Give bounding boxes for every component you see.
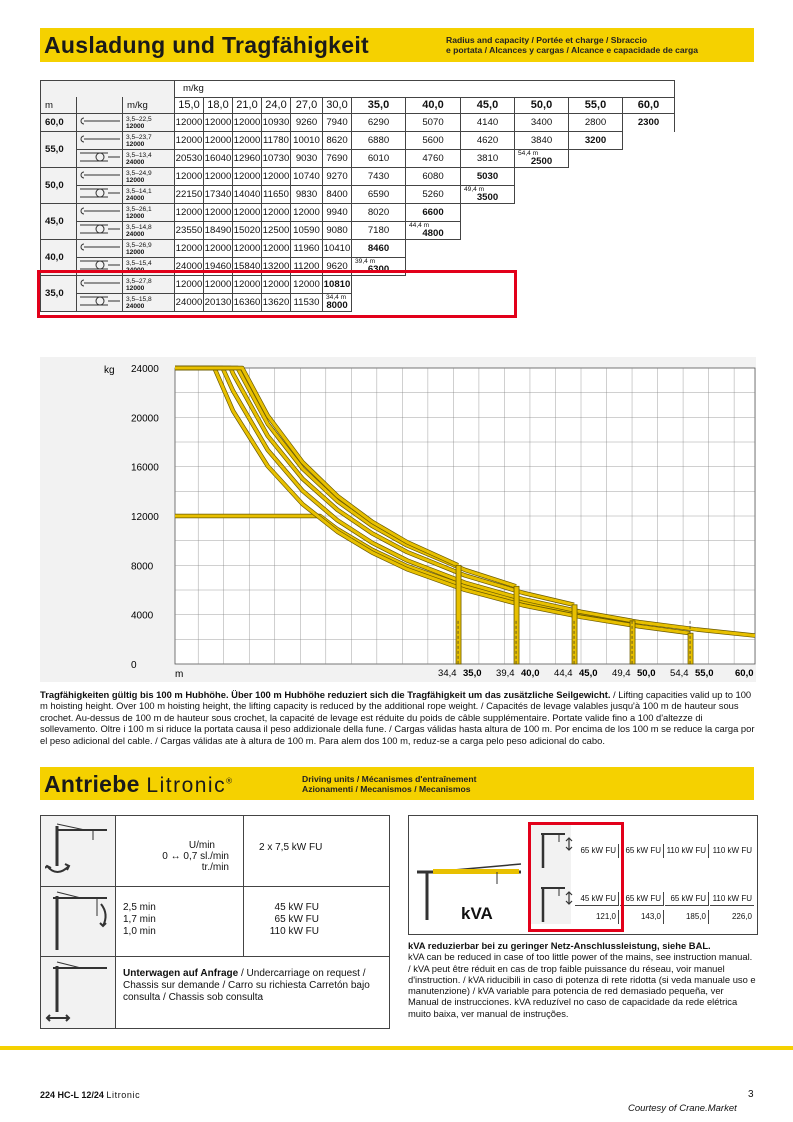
highlight-kva-icons bbox=[528, 822, 624, 932]
x-tick-label: 54,4 bbox=[670, 668, 689, 679]
range-cell bbox=[123, 240, 175, 258]
header-rope-blank bbox=[77, 97, 123, 114]
range-max: 12000 bbox=[126, 140, 145, 148]
x-tick-label: 34,4 bbox=[438, 668, 457, 679]
capacity-cell: 12000 bbox=[204, 168, 233, 186]
single-rope-icon bbox=[77, 204, 123, 222]
radius-header: 18,0 bbox=[204, 97, 233, 114]
jib-length: 50,0 bbox=[41, 168, 77, 204]
capacity-cell: 12000 bbox=[204, 132, 233, 150]
capacity-cell: 9080 bbox=[323, 222, 352, 240]
range-max: 12000 bbox=[126, 176, 145, 184]
capacity-cell: 6600 bbox=[406, 204, 461, 222]
capacity-cell: 3400 bbox=[515, 114, 569, 132]
capacity-cell: 5260 bbox=[406, 186, 461, 204]
capacity-cell: 16360 bbox=[233, 294, 262, 312]
capacity-cell: 7690 bbox=[323, 150, 352, 168]
range-cell bbox=[123, 132, 175, 150]
drive-title bbox=[44, 771, 232, 798]
capacity-row bbox=[41, 240, 675, 258]
x-tick-label: 44,4 bbox=[554, 668, 573, 679]
header-unit-m: m bbox=[41, 97, 77, 114]
capacity-cell: 4620 bbox=[461, 132, 515, 150]
capacity-cell: 12500 bbox=[262, 222, 291, 240]
capacity-cell: 12000 bbox=[291, 276, 323, 294]
kva-cell: 65 kW FU bbox=[575, 844, 619, 858]
end-radius-note: 34,4 m bbox=[326, 294, 347, 301]
end-radius-note: 49,4 m bbox=[464, 186, 485, 193]
x-tick-label: 50,0 bbox=[637, 668, 656, 679]
x-tick-label: 35,0 bbox=[463, 668, 482, 679]
capacity-cell: 14040 bbox=[233, 186, 262, 204]
subtitle-line-2: e portata / Alcances y cargas / Alcance e capacidade de carga bbox=[446, 45, 699, 55]
end-radius-note: 54,4 m bbox=[518, 150, 539, 157]
header-radius-row bbox=[41, 97, 675, 114]
radius-header: 45,0 bbox=[461, 97, 515, 114]
slew-unit-4: tr./min bbox=[201, 862, 229, 873]
capacity-cell: 11780 bbox=[262, 132, 291, 150]
capacity-cell: 12000 bbox=[175, 114, 204, 132]
capacity-cell: 2300 bbox=[623, 114, 675, 132]
footer-model bbox=[40, 1090, 140, 1100]
jib-length: 45,0 bbox=[41, 204, 77, 240]
capacity-cell: 11960 bbox=[291, 240, 323, 258]
footer-model-text: 224 HC-L 12/24 bbox=[40, 1090, 104, 1100]
range-max: 12000 bbox=[126, 212, 145, 220]
capacity-cell: 2800 bbox=[569, 114, 623, 132]
range-text: 3,5–15,8 bbox=[126, 295, 152, 303]
capacity-cell: 12000 bbox=[204, 114, 233, 132]
capacity-cell: 8460 bbox=[352, 240, 406, 258]
end-capacity: 3500 bbox=[476, 192, 499, 203]
hoist-time-1: 2,5 min bbox=[123, 902, 156, 913]
capacity-cell: 9260 bbox=[291, 114, 323, 132]
capacity-cell: 12000 bbox=[262, 240, 291, 258]
range-cell bbox=[123, 186, 175, 204]
highlight-jib-40 bbox=[37, 270, 517, 318]
range-text: 3,5–26,1 bbox=[126, 205, 152, 213]
capacity-cell: 7940 bbox=[323, 114, 352, 132]
capacity-row bbox=[41, 114, 675, 132]
x-tick-label: 55,0 bbox=[695, 668, 714, 679]
drive-sub-2: Azionamenti / Mecanismos / Mecanismos bbox=[302, 784, 471, 794]
range-cell bbox=[123, 150, 175, 168]
y-tick-label: 4000 bbox=[131, 610, 154, 622]
radius-header: 30,0 bbox=[323, 97, 352, 114]
range-cell bbox=[123, 204, 175, 222]
capacity-cell: 12960 bbox=[233, 150, 262, 168]
capacity-cell: 8620 bbox=[323, 132, 352, 150]
y-tick-label: 8000 bbox=[131, 561, 154, 573]
capacity-cell: 12000 bbox=[204, 240, 233, 258]
footer-brand: Litronic bbox=[106, 1090, 141, 1100]
capacity-cell: 10730 bbox=[262, 150, 291, 168]
capacity-cell: 3810 bbox=[461, 150, 515, 168]
double-rope-icon bbox=[77, 150, 123, 168]
capacity-cell: 15020 bbox=[233, 222, 262, 240]
range-text: 3,5–15,4 bbox=[126, 259, 152, 267]
end-drop-bar bbox=[514, 586, 519, 664]
capacity-cell: 7180 bbox=[352, 222, 406, 240]
hoist-power bbox=[259, 902, 319, 938]
end-radius-note: 39,4 m bbox=[355, 258, 376, 265]
range-cell bbox=[123, 222, 175, 240]
radius-header: 50,0 bbox=[515, 97, 569, 114]
hoist-time-3: 1,0 min bbox=[123, 926, 156, 937]
kva-note-bold: kVA reduzierbar bei zu geringer Netz-Anschlussleistung, siehe BAL. bbox=[408, 940, 711, 951]
capacity-cell: 5600 bbox=[406, 132, 461, 150]
jib-length: 60,0 bbox=[41, 114, 77, 132]
capacity-cell: 23550 bbox=[175, 222, 204, 240]
capacity-cell: 12000 bbox=[262, 276, 291, 294]
capacity-cell: 6080 bbox=[406, 168, 461, 186]
double-rope-icon bbox=[77, 222, 123, 240]
capacity-cell: 3200 bbox=[569, 132, 623, 150]
y-tick-label: 24000 bbox=[131, 364, 159, 375]
capacity-cell: 12000 bbox=[175, 132, 204, 150]
hoist-kw-3: 110 kW FU bbox=[269, 926, 319, 937]
slew-unit-range: 0 ↔ 0,7 sl./min bbox=[162, 851, 229, 862]
capacity-row bbox=[41, 132, 675, 150]
end-drop-bar bbox=[456, 565, 461, 664]
range-max: 24000 bbox=[126, 194, 145, 202]
range-text: 3,5–22,5 bbox=[126, 115, 152, 123]
hoist-time-2: 1,7 min bbox=[123, 914, 156, 925]
kva-note-rest: kVA can be reduced in case of too little power of the mains, see instruction manual. / kVA peut être réduit en cas de trop faible puissance du réseau, voir manuel d'instruction. / kVA riducibili in caso di potenza di rete ridotta (si veda manuale uso e manutenzione) / kVA variable para potencia de red demasiado pequeña, ver Manual de instrucciones. kVA reduzível no caso de capacidade da rede elétrica muito baixa, ver manual de instruções. bbox=[408, 951, 756, 1019]
range-text: 3,5–14,1 bbox=[126, 187, 152, 195]
range-max: 24000 bbox=[126, 266, 145, 274]
capacity-cell: 10590 bbox=[291, 222, 323, 240]
end-radius-note: 44,4 m bbox=[409, 222, 430, 229]
capacity-cell: 6290 bbox=[352, 114, 406, 132]
capacity-cell: 11650 bbox=[262, 186, 291, 204]
double-rope-icon bbox=[77, 186, 123, 204]
kva-cell: 45 kW FU bbox=[575, 892, 619, 906]
capacity-cell: 6590 bbox=[352, 186, 406, 204]
capacity-cell: 13620 bbox=[262, 294, 291, 312]
range-max: 24000 bbox=[126, 230, 145, 238]
end-capacity: 4800 bbox=[422, 228, 444, 239]
y-tick-label: 16000 bbox=[131, 462, 159, 474]
radius-header: 40,0 bbox=[406, 97, 461, 114]
note-rest: / Lifting capacities valid up to 100 m hoisting height. Over 100 m hoisting height, the lifting capacity is reduced by the additional rope weight. / Capacités de levage valables jusqu'à 100 m de hauteur sous crochet. Au-dessus de 100 m de hauteur sous crochet, la capacité de levage est réduite du poids de câble supplémentaire. Portate valide fino a 100 d'altezze di sollevamento. Oltre i 100 m si riduce la portata causa il peso addizionale della fune. / Cargas válidas hasta altura de 100 m. Por encima de los 100 m se reduce la carga por el peso adicional del cable. / Cargas válidas ate à altura de 100 m. Para alem dos 100 m, reduz-se a carga pelo peso adicional do cabo. bbox=[40, 689, 755, 746]
load-chart bbox=[40, 357, 756, 682]
capacity-row bbox=[41, 204, 675, 222]
range-text: 3,5–14,8 bbox=[126, 223, 152, 231]
range-text: 3,5–26,9 bbox=[126, 241, 152, 249]
range-cell bbox=[123, 114, 175, 132]
y-tick-label: 12000 bbox=[131, 512, 159, 523]
range-max: 12000 bbox=[126, 248, 145, 256]
capacity-row bbox=[41, 222, 675, 240]
capacity-cell: 20130 bbox=[204, 294, 233, 312]
hoist-kw-2: 65 kW FU bbox=[274, 914, 319, 925]
slewing-icon bbox=[45, 820, 111, 882]
range-max: 12000 bbox=[126, 122, 145, 130]
capacity-cell: 16040 bbox=[204, 150, 233, 168]
single-rope-icon bbox=[77, 240, 123, 258]
capacity-cell: 24000 bbox=[175, 258, 204, 276]
capacity-row bbox=[41, 186, 675, 204]
capacity-cell: 10930 bbox=[262, 114, 291, 132]
y-tick-label: 0 bbox=[131, 660, 137, 671]
undercarriage-rest: / Undercarriage on request / Chassis sur demande / Carro su richiesta Carretón bajo consulta / Chassis sob consulta bbox=[123, 968, 370, 1003]
capacity-cell: 9620 bbox=[323, 258, 352, 276]
range-text: 3,5–27,8 bbox=[126, 277, 152, 285]
header-col-mkg: m/kg bbox=[123, 97, 175, 114]
kva-cell: 185,0 bbox=[665, 910, 709, 924]
end-capacity: 6300 bbox=[367, 264, 390, 275]
capacity-cell bbox=[461, 186, 515, 204]
range-text: 3,5–23,7 bbox=[126, 133, 152, 141]
capacity-cell: 13200 bbox=[262, 258, 291, 276]
undercarriage-text bbox=[123, 968, 383, 1004]
kva-cell: 110 kW FU bbox=[710, 892, 754, 906]
y-tick-label: 20000 bbox=[131, 413, 159, 425]
radius-header: 60,0 bbox=[623, 97, 675, 114]
courtesy-text: Courtesy of Crane.Market bbox=[628, 1103, 737, 1114]
capacity-cell: 17340 bbox=[204, 186, 233, 204]
capacity-cell: 18490 bbox=[204, 222, 233, 240]
kva-cell: 143,0 bbox=[620, 910, 664, 924]
range-max: 12000 bbox=[126, 284, 145, 292]
page-title: Ausladung und Tragfähigkeit bbox=[44, 32, 370, 58]
capacity-cell: 11530 bbox=[291, 294, 323, 312]
radius-header: 24,0 bbox=[262, 97, 291, 114]
jib-length: 35,0 bbox=[41, 276, 77, 312]
single-rope-icon bbox=[77, 132, 123, 150]
page-subtitle bbox=[446, 35, 698, 55]
capacity-note bbox=[40, 689, 756, 746]
drive-subtitle bbox=[302, 774, 476, 794]
page-number: 3 bbox=[748, 1089, 754, 1100]
range-max: 24000 bbox=[126, 302, 145, 310]
capacity-cell: 10410 bbox=[323, 240, 352, 258]
capacity-cell: 12000 bbox=[175, 276, 204, 294]
hoist-times bbox=[123, 902, 156, 938]
slew-power: 2 x 7,5 kW FU bbox=[259, 842, 323, 853]
x-tick-label: 45,0 bbox=[579, 668, 598, 679]
capacity-cell: 10740 bbox=[291, 168, 323, 186]
capacity-cell: 5070 bbox=[406, 114, 461, 132]
chart-xlabel: m bbox=[175, 669, 184, 680]
capacity-cell: 12000 bbox=[204, 204, 233, 222]
capacity-cell: 9030 bbox=[291, 150, 323, 168]
capacity-cell: 15840 bbox=[233, 258, 262, 276]
chart-ylabel: kg bbox=[104, 365, 115, 376]
end-capacity: 2500 bbox=[530, 156, 553, 167]
header-unit-mkg: m/kg bbox=[175, 81, 675, 98]
undercarriage-bold: Unterwagen auf Anfrage bbox=[123, 968, 239, 979]
x-tick-label: 49,4 bbox=[612, 668, 631, 679]
radius-header: 27,0 bbox=[291, 97, 323, 114]
capacity-cell: 20530 bbox=[175, 150, 204, 168]
capacity-cell: 9830 bbox=[291, 186, 323, 204]
drive-brand: Litronic bbox=[146, 774, 227, 797]
capacity-cell: 12000 bbox=[175, 240, 204, 258]
radius-header: 15,0 bbox=[175, 97, 204, 114]
capacity-cell: 10810 bbox=[323, 276, 352, 294]
travel-icon bbox=[45, 960, 111, 1024]
end-capacity: 8000 bbox=[326, 300, 348, 311]
capacity-cell: 4140 bbox=[461, 114, 515, 132]
drive-units-table bbox=[40, 815, 390, 1029]
capacity-cell: 6010 bbox=[352, 150, 406, 168]
x-tick-label: 60,0 bbox=[735, 668, 754, 679]
capacity-cell: 9940 bbox=[323, 204, 352, 222]
x-tick-label: 40,0 bbox=[521, 668, 540, 679]
capacity-cell: 12000 bbox=[233, 114, 262, 132]
capacity-cell: 5030 bbox=[461, 168, 515, 186]
capacity-cell: 12000 bbox=[262, 204, 291, 222]
capacity-cell: 12000 bbox=[175, 204, 204, 222]
range-text: 3,5–24,9 bbox=[126, 169, 152, 177]
range-max: 24000 bbox=[126, 158, 145, 166]
capacity-cell: 24000 bbox=[175, 294, 204, 312]
capacity-cell: 12000 bbox=[233, 240, 262, 258]
slew-speed bbox=[119, 840, 239, 873]
jib-length: 40,0 bbox=[41, 240, 77, 276]
kva-cell: 65 kW FU bbox=[620, 844, 664, 858]
footer-line bbox=[0, 1046, 793, 1050]
capacity-cell: 22150 bbox=[175, 186, 204, 204]
single-rope-icon bbox=[77, 114, 123, 132]
single-rope-icon bbox=[77, 168, 123, 186]
capacity-cell: 12000 bbox=[233, 204, 262, 222]
kva-cell: 226,0 bbox=[731, 912, 752, 921]
end-drop-bar bbox=[630, 621, 635, 664]
capacity-cell: 12000 bbox=[233, 168, 262, 186]
kva-cell: 110 kW FU bbox=[712, 846, 752, 855]
capacity-row bbox=[41, 168, 675, 186]
capacity-cell bbox=[515, 150, 569, 168]
range-text: 3,5–13,4 bbox=[126, 151, 152, 159]
kva-cell: 65 kW FU bbox=[665, 892, 709, 906]
hoist-icon bbox=[45, 890, 111, 952]
radius-header: 55,0 bbox=[569, 97, 623, 114]
capacity-cell: 6880 bbox=[352, 132, 406, 150]
kva-cell: 110 kW FU bbox=[665, 844, 709, 858]
capacity-cell: 7430 bbox=[352, 168, 406, 186]
hoist-kw-1: 45 kW FU bbox=[274, 902, 319, 913]
kva-cell: 121,0 bbox=[575, 910, 619, 924]
capacity-cell: 12000 bbox=[291, 204, 323, 222]
drive-reg: ® bbox=[226, 776, 233, 786]
capacity-cell: 12000 bbox=[233, 132, 262, 150]
jib-length: 55,0 bbox=[41, 132, 77, 168]
note-bold: Tragfähigkeiten gültig bis 100 m Hubhöhe. Über 100 m Hubhöhe reduziert sich die Tragfähigkeit um das zusätzliche Seilgewicht. bbox=[40, 689, 611, 700]
radius-header: 35,0 bbox=[352, 97, 406, 114]
capacity-cell bbox=[406, 222, 461, 240]
x-tick-label: 39,4 bbox=[496, 668, 515, 679]
capacity-cell: 19460 bbox=[204, 258, 233, 276]
header-blank bbox=[41, 81, 175, 98]
capacity-cell: 9270 bbox=[323, 168, 352, 186]
slew-unit-1: U/min bbox=[188, 840, 215, 851]
capacity-cell: 12000 bbox=[204, 276, 233, 294]
subtitle-line-1: Radius and capacity / Portée et charge / Sbraccio bbox=[446, 35, 648, 45]
end-drop-bar bbox=[688, 633, 693, 664]
radius-header: 21,0 bbox=[233, 97, 262, 114]
capacity-cell: 3840 bbox=[515, 132, 569, 150]
drive-title-word: Antriebe bbox=[44, 771, 140, 797]
capacity-cell: 10010 bbox=[291, 132, 323, 150]
kva-label: kVA bbox=[461, 904, 493, 923]
capacity-cell: 4760 bbox=[406, 150, 461, 168]
capacity-cell: 8400 bbox=[323, 186, 352, 204]
end-drop-bar bbox=[572, 605, 577, 664]
capacity-cell: 8020 bbox=[352, 204, 406, 222]
capacity-cell: 12000 bbox=[233, 276, 262, 294]
capacity-cell: 12000 bbox=[175, 168, 204, 186]
capacity-cell: 11200 bbox=[291, 258, 323, 276]
range-cell bbox=[123, 168, 175, 186]
capacity-cell: 12000 bbox=[262, 168, 291, 186]
drive-sub-1: Driving units / Mécanismes d'entraînement bbox=[302, 774, 477, 784]
capacity-row bbox=[41, 150, 675, 168]
kva-note bbox=[408, 940, 756, 1019]
kva-cell: 65 kW FU bbox=[620, 892, 664, 906]
